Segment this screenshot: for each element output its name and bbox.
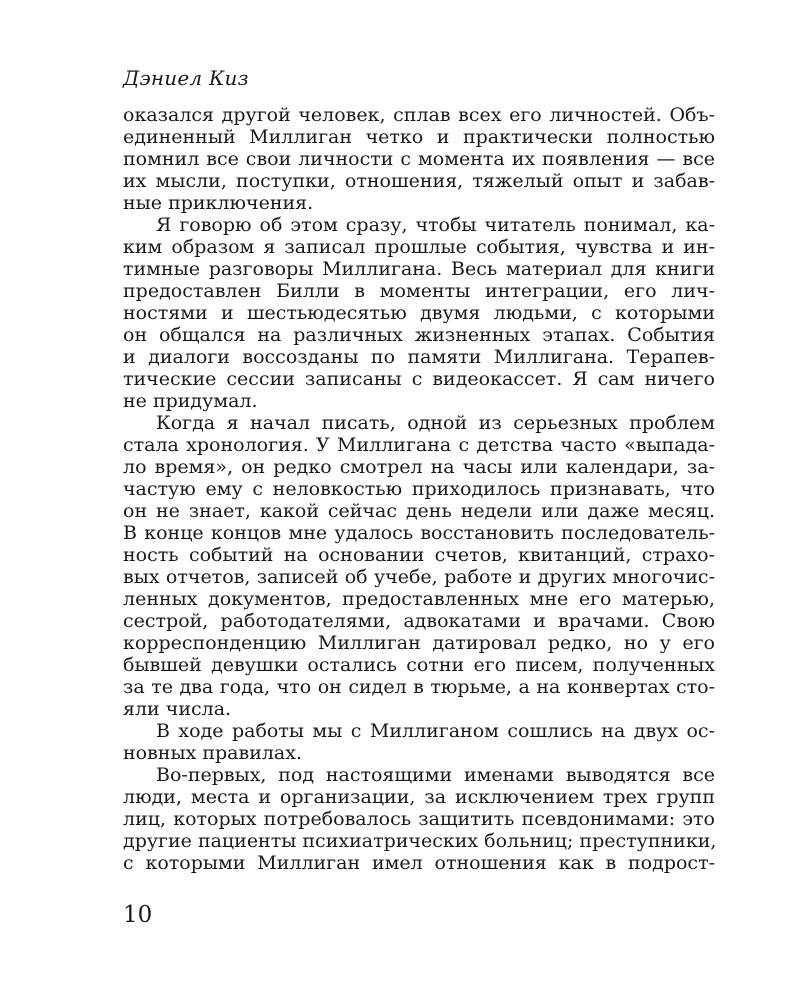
text-line: люди, места и организации, за исключением трех групп (123, 786, 715, 808)
text-line: и диалоги воссозданы по памяти Миллигана. Терапев- (123, 346, 715, 368)
text-line: частую ему с неловкостью приходилось признавать, что (123, 478, 715, 500)
text-line: Я говорю об этом сразу, чтобы читатель понимал, ка- (156, 214, 715, 236)
text-line: вых отчетов, записей об учебе, работе и других многочис- (123, 566, 715, 588)
running-head-author: Дэниел Киз (123, 66, 249, 90)
text-line: бывшей девушки остались сотни его писем, полученных (123, 654, 715, 676)
text-line: он общался на различных жизненных этапах. События (123, 324, 715, 346)
text-line: с которыми Миллиган имел отношения как в подрост- (123, 852, 715, 874)
text-line: ло время», он редко смотрел на часы или календари, за- (123, 456, 715, 478)
text-line: ленных документов, предоставленных мне его матерью, (123, 588, 715, 610)
body-text (123, 104, 715, 874)
text-line: стала хронология. У Миллигана с детства часто «выпада- (123, 434, 715, 456)
text-line: ким образом я записал прошлые события, чувства и ин- (123, 236, 715, 258)
text-line: лиц, которых потребовалось защитить псевдонимами: это (123, 808, 715, 830)
text-line: тические сессии записаны с видеокассет. Я сам ничего (123, 368, 715, 390)
text-line: тимные разговоры Миллигана. Весь материал для книги (123, 258, 715, 280)
text-line: оказался другой человек, сплав всех его личностей. Объ- (123, 104, 715, 126)
text-line: корреспонденцию Миллиган датировал редко, но у его (123, 632, 715, 654)
text-line: сестрой, работодателями, адвокатами и врачами. Свою (123, 610, 715, 632)
text-line: новных правилах. (123, 742, 303, 764)
text-line: предоставлен Билли в моменты интеграции, его лич- (123, 280, 715, 302)
text-line: помнил все свои личности с момента их появления — все (123, 148, 715, 170)
text-line: Во-первых, под настоящими именами выводятся все (156, 764, 715, 786)
text-line: их мысли, поступки, отношения, тяжелый опыт и забав- (123, 170, 715, 192)
page-number: 10 (123, 902, 153, 928)
text-line: другие пациенты психиатрических больниц; преступники, (123, 830, 717, 852)
text-line: В ходе работы мы с Миллиганом сошлись на двух ос- (156, 720, 715, 742)
text-line: Когда я начал писать, одной из серьезных проблем (156, 412, 715, 434)
text-line: не придумал. (123, 390, 258, 412)
text-line: яли числа. (123, 698, 232, 720)
text-line: он не знает, какой сейчас день недели или даже месяц. (123, 500, 715, 522)
text-line: ностями и шестьюдесятью двумя людьми, с которыми (123, 302, 715, 324)
text-line: ные приключения. (123, 192, 314, 214)
text-line: единенный Миллиган четко и практически полностью (123, 126, 715, 148)
text-line: за те два года, что он сидел в тюрьме, а на конвертах сто- (123, 676, 715, 698)
text-line: В конце концов мне удалось восстановить последователь- (123, 522, 715, 544)
text-line: ность событий на основании счетов, квитанций, страхо- (123, 544, 715, 566)
